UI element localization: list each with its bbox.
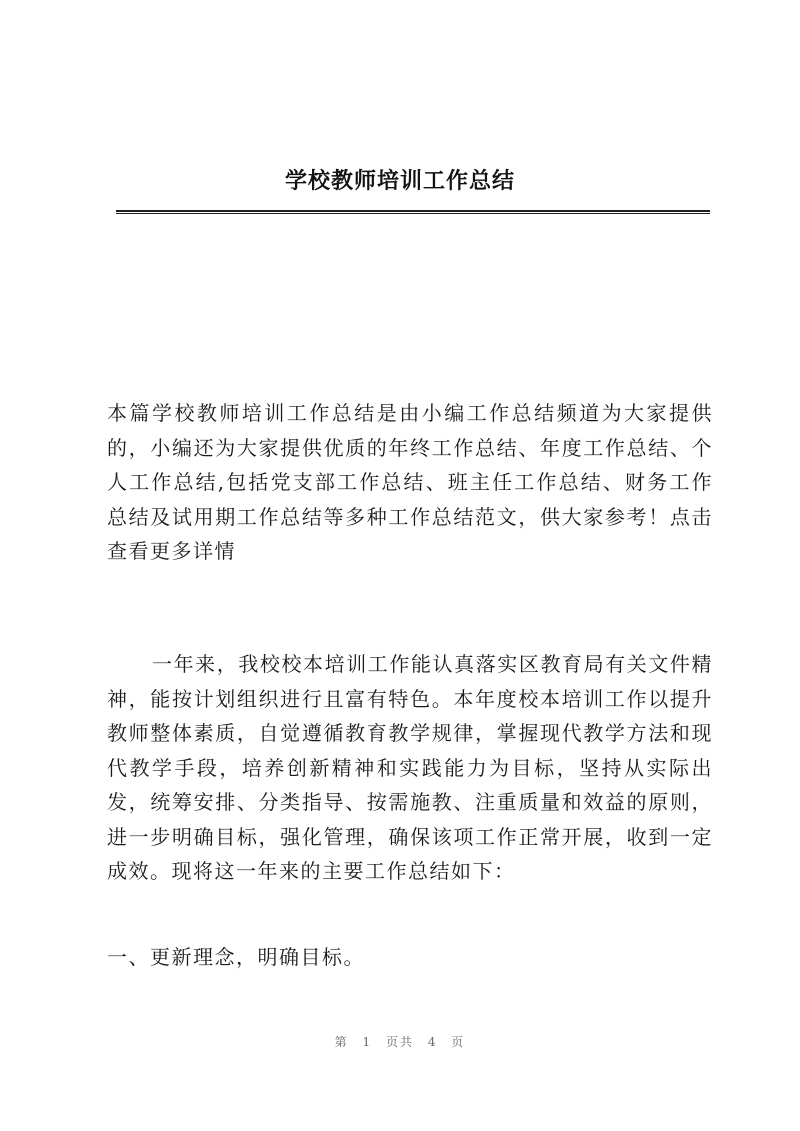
footer-suffix: 页 xyxy=(451,1035,466,1049)
body-paragraph: 一年来，我校校本培训工作能认真落实区教育局有关文件精神，能按计划组织进行且富有特色。本年度校本培训工作以提升教师整体素质，自觉遵循教育教学规律，掌握现代教学方法和现代教学手段，培养创新精神和实践能力为目标，坚持从实际出发，统筹安排、分类指导、按需施教、注重质量和效益的原则，进一步明确目标，强化管理，确保该项工作正常开展，收到一定成效。现将这一年来的主要工作总结如下： xyxy=(107,652,713,883)
footer-middle: 页共 xyxy=(385,1035,414,1049)
title-divider xyxy=(116,210,710,214)
section-heading: 一、更新理念，明确目标。 xyxy=(107,945,365,969)
footer-prefix: 第 xyxy=(334,1035,349,1049)
footer-total-pages: 4 xyxy=(427,1035,438,1049)
intro-paragraph: 本篇学校教师培训工作总结是由小编工作总结频道为大家提供的，小编还为大家提供优质的年终工作总结、年度工作总结、个人工作总结,包括党支部工作总结、班主任工作总结、财务工作总结及试用期工作总结等多种工作总结范文，供大家参考！点击查看更多详情 xyxy=(107,401,713,563)
page-footer xyxy=(0,1033,800,1050)
document-title: 学校教师培训工作总结 xyxy=(284,169,515,194)
footer-current-page: 1 xyxy=(362,1035,373,1049)
